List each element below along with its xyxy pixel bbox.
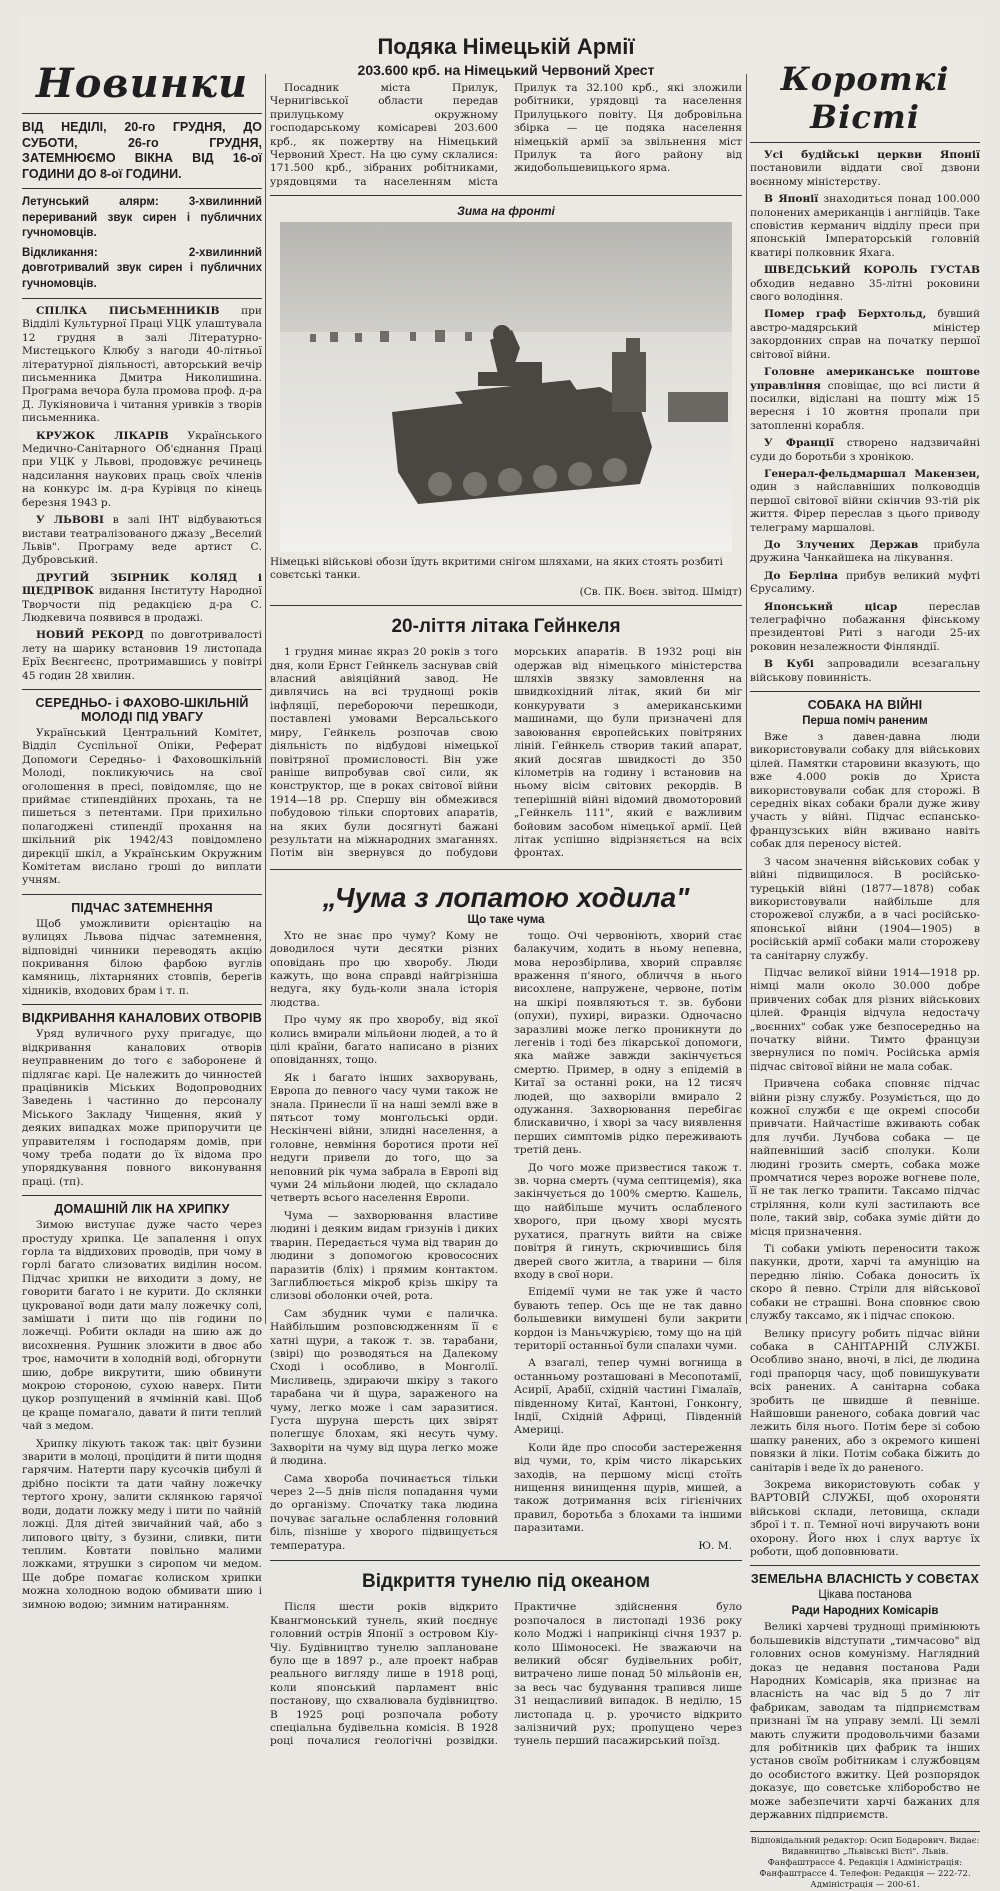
divider xyxy=(270,869,742,870)
plague-headline: „Чума з лопатою ходила" xyxy=(322,881,690,913)
canals-body: Уряд вуличного руху пригадує, що відкривання каналових отворів неуправненим до того є заборонене й підлягає карі. Це належить до чинностей працівників Міських Водопроводних Заведень і частинно до персоналу Міського Закладу Чищення, який у деяких випадках може припоручити це управителям і господарям домів, при чому треба подати до їх відома про упорядкування повного виконування праці. (тп). xyxy=(22,1028,262,1188)
short-news-item: До Злучених Держав прибула дружина Чанкайшека на лікування. xyxy=(750,538,980,565)
dogs-headline: СОБАКА НА ВІЙНІ xyxy=(807,698,923,713)
news-item: У ЛЬВОВІ в залі ІНТ відбуваються вистави театралізованого джазу „Веселий Львів". Програму веде артист С. Дубровський. xyxy=(22,514,262,567)
column-rule xyxy=(265,74,266,1324)
students-headline: СЕРЕДНЬО- і ФАХОВО-ШКІЛЬНІЙ МОЛОДІ ПІД УВАГУ xyxy=(35,695,249,724)
canals-headline: ВІДКРИВАННЯ КАНАЛОВИХ ОТВОРІВ xyxy=(22,1011,262,1026)
land-subtitle: Цікава постанова xyxy=(818,1589,912,1602)
tank-in-snow-image xyxy=(280,222,732,552)
news-item: НОВИЙ РЕКОРД по довготривалості лету на шарику встановив 19 листопада Ерїх Веєнгеєнс, протримавшись у повітрі 45 годин 28 хвилин. xyxy=(22,629,262,682)
novynky-logo: Новинки xyxy=(35,60,249,107)
divider xyxy=(22,298,262,299)
air-raid-notice: Летунський алярм: 3-хвилинний перериваний звук сирен і публичних гучномовців. xyxy=(22,196,262,239)
divider xyxy=(22,1004,262,1005)
short-news-item: Помер граф Берхтольд, бувший австро-мадярський міністер закордонних справ на початку першої світової війни. xyxy=(750,308,980,361)
right-column xyxy=(750,54,980,1891)
dogs-body: З часом значення військових собак у війні підвищилося. В російсько-турецькій війні (1877—1878) собак використовували найбільше для сторожевої служби, а в часі російсько-японської війни (1904—1905) в російській армії собаки мали сторожеву та санітарну службу. xyxy=(750,855,980,962)
divider xyxy=(270,1560,742,1561)
plague-signature: Ю. М. xyxy=(698,1539,732,1552)
divider xyxy=(270,195,742,196)
dogs-subtitle: Перша поміч раненим xyxy=(802,715,928,728)
dogs-body: Вже з давен-давна люди використовували собаку для військових цілей. Памятки старовини вказують, що вже 4.000 років до Христа використовували собак для сторожі. В середніх віках собаки брали дуже живу участь у війні. Підчас еспансько-французських війн вживано навіть собак для переносу вістей. xyxy=(750,731,980,851)
winter-front-photo xyxy=(280,222,732,552)
divider xyxy=(22,689,262,690)
dogs-body: Підчас великої війни 1914—1918 рр. німці мали около 30.000 добре привчених собак для різних військових цілей. Франція відчула недостачу „воєнних" собак уже безпосередньо на початку війни. Тимто французи звернулися по поміч. Російська армія підчас світової війни не мала собак. xyxy=(750,966,980,1073)
remedy-body: Хрипку лікують також так: цвіт бузини зварити в молоці, процідити й пити щодня гарячим. Натерти пару кусочків цибулі й дрібно посікти та дати чайну ложечку тертого хрону, залити склянкою гарячої води, додати ложку меду і пити по чайній ложці. Для дітей звичайний чай, або з липового цвіту, з бузини, сливки, пити теплим. Ковтати повільно малими ложками, ятрушки з сиропом чи медом. Ще добре помагає колиском хрипки можна холодною водою обмивати шию і зимною водою; зимним натиранням. xyxy=(22,1437,262,1611)
tunnel-headline: Відкриття тунелю під океаном xyxy=(361,1571,651,1593)
land-headline: ЗЕМЕЛЬНА ВЛАСНІСТЬ У СОВЄТАХ xyxy=(750,1572,980,1587)
plague-body: Хто не знає про чуму? Кому не доводилося чути десятки різних оповідань про цю хворобу. Люди кажуть, що вона справді найгрізніша недуга, яку будь-коли знала історія людства. Про чуму як про хворобу, від якої колись вмирали мільйони людей, а то й цілі країни, багато написано в різних оповіданнях, тощо. Як і багато інших захворувань, Европа до певного часу чуми також не знала. Принесли її на наші землі вже в пятьсот тому монгольські орди. Нескінчені війни, злидні населення, а головне, невміння боротися проти неї недуги привели до того, що за неповний рік чума забрала в Европі від чуми 24 мільйони людей, що складало четверть всього населення Европи. Чума — захворювання властиве людині і деяким видам гризунів і диких тварин. Передається чума від тварин до людини з допомогою кровососних паразитів (бліх) і прямим контактом. Заглиблюється мікроб крізь шкіру та слизові оболонки очей, рота. Сам збудник чуми є паличка. Найбільшим розповсюдженням її є хатні щури, а також т. зв. тарабани, (звірі) що розводяться на Далекому Сході і особливо, в Монголії. Мисливець, здираючи шкіру з такого тарабана чи й щура, зараженого на чуму, легко може і сам заразитися. Густа шуруна шерсть цих звірят полегшує блохам, які несуть чуму. Захворіти на чуму від щура легко може й людина. Сама хвороба починається тільки через 2—5 днів після попадання чуми до організму. Спочатку така людина почуває загальне ослаблення головний біль, пізніше у хворого підвищується температура. тощо. Очі червоніють, хворий стає балакучим, ходить в ньому непевна, мова нерозбірлива, хворий справляє враження п'яного, обличчя в нього висохлене, напружене, червоне, потім на шкірі появляються т. зв. бубони (опухи), пухирі, виразки. Одночасно заразливі може легко проникнути до легенів і тоді без лікарської допомоги, яка майже завжди закінчується смертю. Пример, в одну з епідемій в Китаї за останні роки, на 12 тисяч людей, що захворіли вмирало 2 одужання. Захворювання перебігає блискавично, і хворі за часу виявлення перших симптомів рідко переживають третій день. До чого може призвестися також т. зв. чорна смерть (чума септицемія), яка закінчується до 100% смертю. Кашель, що найбільше мучить ослабленого хворого, при цьому хворі мусять рухатися, прагнуть вийти на свіже повітря й гинуть, скрючившись біля дверей свого житла, а тварини — біля входу в свої нори. Епідемії чуми не так уже й часто бувають тепер. Ось ще не так давно большевики вимушені були закрити кордон із Маньчжурією, тому що на цій території останньої були спалахи чуми. А взагалі, тепер чумні вогнища в останньому розташовані в Месопотамії, Асирії, Арабії, східній частині Гімалаїв, південному Китаї, Кантоні, Гонконгу, Індії, Східній Африці, Південній Америці. Коли йде про способи застереження від чуми, то, крім чисто лікарських заходів, на першому місці стоїть нищення винищення щурів, мишей, а також дотримання всіх гігієнічних правил, боротьба з блохами та іншими паразитами. Ю. М. xyxy=(270,929,742,1552)
short-news-item: Генерал-фельдмаршал Макензен, один з найславніших полководців першої світової війни скінчив 93-тій рік життя. Фірер переслав з цього приводу телеграму маршалові. xyxy=(750,467,980,534)
short-news-item: Японський цісар переслав телеграфічно побажання фінському президентові Риті з нагоди 25-их роковин незалежности Фінляндії. xyxy=(750,600,981,653)
newspaper-page xyxy=(18,14,984,1890)
heinkel-headline: 20-ліття літака Гейнкеля xyxy=(391,616,621,638)
news-item: КРУЖОК ЛІКАРІВ Українського Медично-Санітарного Об'єднання Праці при УЦК у Львові, продовжує речинець надсилання наукових праць своїх членів на конкурс ім. д-ра Курівця по кінець березня 1943 р. xyxy=(22,429,262,509)
dogs-body: Привчена собака сповняє підчас війни різну службу. Розуміється, що до кожної служби є ще окремі способи привчати. Найчастіше вживають собак для лучби. Лучбова собака — це найпевніший засіб сполуки. Коли людині грозить смерть, собака може промчатися через вороже вогневе поле, її не так легко трапити. Таксамо підчас стріляння, коли кулі застилають все поле, такий звір, собака зуміє дійти до місця призначення. xyxy=(750,1078,980,1238)
all-clear-notice: Відкликання: 2-хвилинний довготривалий звук сирен і публичних гучномовців. xyxy=(22,246,262,290)
photo-caption xyxy=(270,556,742,582)
dogs-body: Велику присугу робить підчас війни собака в САНІТАРНІЙ СЛУЖБІ. Особливо знано, вночі, в лісі, де людина годі прапорця часу, щоб повишукувати всіх ранених. А санітарна собака зробить це швидше й певніше. Найшовши раненого, собака довгий час лежить біля нього. Потім бере зі собою шапку ранених, або з окремого кишені повязки й ліки. Потім собака біжить до санітарів і веде їх до раненого. xyxy=(750,1327,980,1474)
divider xyxy=(22,113,262,114)
photo-credit xyxy=(270,586,742,599)
lead-article-body: Посадник міста Прилук, Чернигівської области передав прилуцькому окружному господарському комісареві 203.600 крб., як пожертву на Німецький Червоний Хрест. На цю суму склалися: 171.500 крб., зібраних робітниками, урядовцями та населенням міста Прилук та 32.100 крб., які зложили робітники, урядовці та населення Прилуцького повіту. Ця добровільна збірка — це подяка населення німецькій армії за звільнення міст Прилук та його району від жидобольшевицького ярма. xyxy=(270,82,742,188)
divider xyxy=(22,188,262,189)
short-news-item: Усі будійські церкви Японії постановили віддати свої дзвони воєнному міністерству. xyxy=(750,149,980,188)
photo-credit-text: (Св. ПК. Воєн. звітод. Шмідт) xyxy=(579,586,742,599)
short-news-item: Головне американське поштове управління сповіщає, що всі листи й посилки, відіслані на пошту між 15 вересня і 10 жовтня пропали при затопленні корабля. xyxy=(750,366,980,432)
plague-subtitle: Що таке чума xyxy=(467,913,545,926)
korotki-visti-logo: Короткі Вісті xyxy=(780,60,950,136)
lead-article-title: Подяка Німецькій Армії xyxy=(377,34,635,59)
divider xyxy=(22,1195,262,1196)
land-subtitle-2: Ради Народних Комісарів xyxy=(791,1605,939,1618)
news-item: ДРУГИЙ ЗБІРНИК КОЛЯД і ЩЕДРІВОК видання Інституту Народної Творчости під редакцією д-ра С. Людкевича появився в продажі. xyxy=(22,571,262,624)
tunnel-body: Після шести років відкрито Квангмонський тунель, який поєднує головний острів Японії з островом Кіу-Чіу. Будівництво тунелю заплановане було ще в 1897 р., але проект набрав реального вигляду лише в 1918 році, коли японський парламент вніс постанову, що схвалювала будівництво. В 1925 році розпочала роботу спеціальна будівельна комісія. В 1928 році почалися геологічні розвідки. Практичне здійснення було розпочалося в листопаді 1936 року коло Моджі і наприкінці січня 1937 р. коло Шімоносекі. Не зважаючи на великий обсяг будівельних робіт, витрачено лише понад 50 мільйонів ен, за весь час будування трапився лише 31 нещасливий випадок. В неділю, 15 листопада ц. р. урочисто відкрито залізничий рух; пропущено через тунель перший пасажирський поїзд. xyxy=(270,1601,742,1748)
short-news-item: В Кубі запровадили всезагальну військову повинність. xyxy=(750,658,980,684)
land-body: Великі харчеві труднощі примінюють большевиків відступати „тимчасово" від головних основ комунізму. Наглядний доказ це недавня постанова Ради Народних Комісарів, яка признає на власність на час від 5 до 7 літ фабрикам, заводам та підприємствам признані їм на управу землі. Ці землі мають служити продовольчими базами для робітників цих фабрик та інших установ своїм робітникам і службовцям до особистого вжитку. Цей розпорядок доказує, що совєтське хліборобство не може забезпечити харчі бажаних для державних підприємств. xyxy=(750,1621,980,1822)
dogs-body: Зокрема використовують собак у ВАРТОВІЙ СЛУЖБІ, щоб охороняти військові склади, летовища, склади зброї і т. п. Темної ночі виручають вони охорону. Його нюх і слух вартує їх роботи, щоб доповнювати. xyxy=(750,1478,980,1558)
short-news-item: В Японії знаходиться понад 100.000 полонених американців і англійців. Таке сповістив керманич відділу преси при японській Імператорській головній кватирі полковник Яхага. xyxy=(750,193,981,259)
imprint: Відповідальний редактор: Осип Бодарович. Видає: Видавництво „Львівські Вісті". Львів. Фанфаштрассе 4. Редакція і Адміністрація: Фанфаштрассе 4. Телефон: Редакція — 222-72. Адміністрація — 200-61. xyxy=(750,1831,980,1891)
short-news-item: До Берліна прибув великий муфті Єрусалиму. xyxy=(750,569,980,596)
middle-column xyxy=(270,14,742,1751)
dogs-body: Ті собаки уміють переносити також пакунки, дроти, харчі та амуніцію на передню лінію. Собака доносить їх скоро й певно. Стріли для військової собаки не страшні. Вона сповнює свою службу таксамо, як і підчас спокою. xyxy=(750,1243,980,1323)
divider xyxy=(750,142,980,143)
divider xyxy=(750,1565,980,1566)
short-news-item: ШВЕДСЬКИЙ КОРОЛЬ ГУСТАВ обходив недавно 35-літні роковини свого володіння. xyxy=(750,264,980,304)
blackout-headline: ПІДЧАС ЗАТЕМНЕННЯ xyxy=(71,900,213,915)
remedy-body: Зимою виступає дуже часто через простуду хрипка. Це запалення і опух горла та віддихових проводів, при чому в горлі багато слизоватих виділин носом. Підчас хрипки не виходити з дому, не говорити багато і не курити. До склянки цукрованої води дати малу ложечку солі, замішати і пити що пів години по ложечці. Робити оклади на шию аж до висохнення. Рушник зложити в двоє або троє, намочити в холодній воді, обгорнути шию, добре викрутити, шию обвинути мокрою стороною, сухою наверх. Пити цукор розпущений в ячмінній каві. Щоб це краще помагало, давати й пити теплий чай з медом. xyxy=(22,1219,262,1433)
divider xyxy=(22,894,262,895)
column-rule xyxy=(746,74,747,1324)
blackout-notice: ВІД НЕДІЛІ, 20-го ГРУДНЯ, ДО СУБОТИ, 26-го ГРУДНЯ, ЗАТЕМНЮЄМО ВІКНА ВІД 16-ої ГОДИНИ ДО 8-ої ГОДИНИ. xyxy=(22,120,262,181)
lead-article-subtitle: 203.600 крб. на Німецький Червоний Хрест xyxy=(357,62,655,78)
photo-title: Зима на фронті xyxy=(457,204,555,219)
remedy-headline: ДОМАШНІЙ ЛІК НА ХРИПКУ xyxy=(54,1202,230,1217)
photo-caption-text: Німецькі військові обози їдуть вкритими снігом шляхами, на яких стоять розбиті совєтські танки. xyxy=(270,556,723,582)
heinkel-body: 1 грудня минає якраз 20 років з того дня, коли Ернст Гейнкель заснував свій власний авіяційний завод. Не дивлячись на всі труднощі років інфляції, перебороючи перешкоди, поставлені умовами Версальського миру, Гейнкель розпочав свою діяльність по відбудові німецької повітряної промисловості. Він уже раніше випробував свої сили, як конструктор, ще в роках світової війни 1914—18 рр. Спершу він обмежився побудовою тільки спортових апаратів, на яких були досягнуті бажані результати на міжнародних змаганнях. Потім він звернувся до побудови морських апаратів. В 1932 році він одержав від німецького міністерства шляхів звязку замовлення на швидкохідний літак, який би міг конкурувати з американськими машинами, що були призначені для завоювання європейських повітряних ліній. Гейнкель створив такий апарат, який досягав швидкості до 350 кілометрів на годину і встановив на ньому вісім світових рекордів. В теперішній війні відомий двомоторовий „Гейнкель 111", який є важливим бойовим засобом німецької армії. Цей літак успішно відрізняється на всіх фронтах. xyxy=(270,646,742,860)
students-body: Український Центральний Комітет, Відділ Суспільної Опіки, Реферат Допомоги Середньо- і Фаховошкільній Молоді, покликуючись на свої оголошення в пресі, повідомляє, що не приймає стипендійних прохань, та не пишеться з петентами. При прихильно полагоджені стипендії прохання на шкільний рік 1942/43 повідомлено дирекції шкіл, а Українським Окружним Комітетам вислано гроші до виплати учням. xyxy=(22,726,262,887)
blackout-body: Щоб уможливити орієнтацію на вулицях Львова підчас затемнення, відповідні чинники переводять акцію покривання білою фарбою вуглів камяниць, ліхтарняних стовпів, берегів хідників, входових брам і т. п. xyxy=(22,917,262,997)
short-news-item: У Франції створено надзвичайні суди до боротьби з хронікою. xyxy=(750,437,980,463)
divider xyxy=(750,691,980,692)
news-item: СПІЛКА ПИСЬМЕННИКІВ при Відділі Культурної Праці УЦК улаштувала 12 грудня в залі Літературно-Мистецького Клюбу з нагоди 40-літньої літературної діяльності, авторський вечір письменника Дмитра Николишина. Програма вечора була промова проф. д-ра Д. Лукіяновича і читання уривків з творів письменника. xyxy=(22,305,262,425)
divider xyxy=(270,605,742,606)
